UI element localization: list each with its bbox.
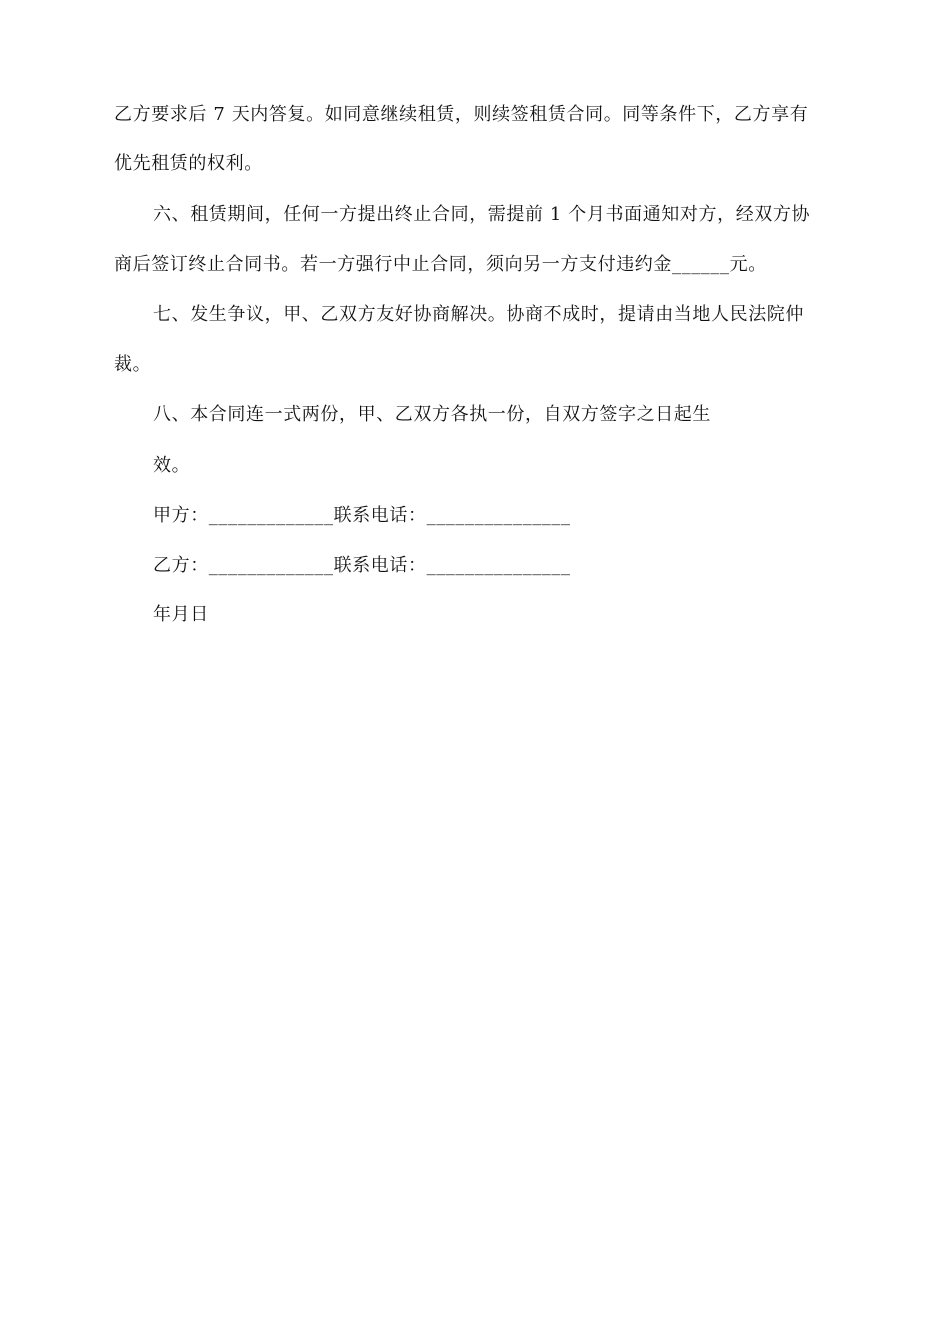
clause-8-line-1: 八、本合同连一式两份，甲、乙双方各执一份，自双方签字之日起生 — [153, 404, 711, 425]
clause-7-line-1: 七、发生争议，甲、乙双方友好协商解决。协商不成时，提请由当地人民法院仲 — [153, 304, 804, 325]
clause-5-line-2: 乙方要求后 7 天内答复。如同意继续租赁，则续签租赁合同。同等条件下，乙方享有 — [114, 104, 809, 125]
clause-5-line-3: 优先租赁的权利。 — [114, 153, 263, 174]
clause-8-line-2: 效。 — [153, 455, 191, 476]
party-a-signature-line: 甲方：_____________联系电话：_______________ — [153, 505, 571, 526]
party-b-signature-line: 乙方：_____________联系电话：_______________ — [153, 555, 571, 576]
date-line: 年月日 — [153, 604, 209, 625]
clause-6-line-2: 商后签订终止合同书。若一方强行中止合同，须向另一方支付违约金______元。 — [114, 254, 767, 275]
clause-7-line-2: 裁。 — [114, 354, 152, 375]
clause-6-line-1: 六、租赁期间，任何一方提出终止合同，需提前 1 个月书面通知对方，经双方协 — [153, 204, 811, 225]
